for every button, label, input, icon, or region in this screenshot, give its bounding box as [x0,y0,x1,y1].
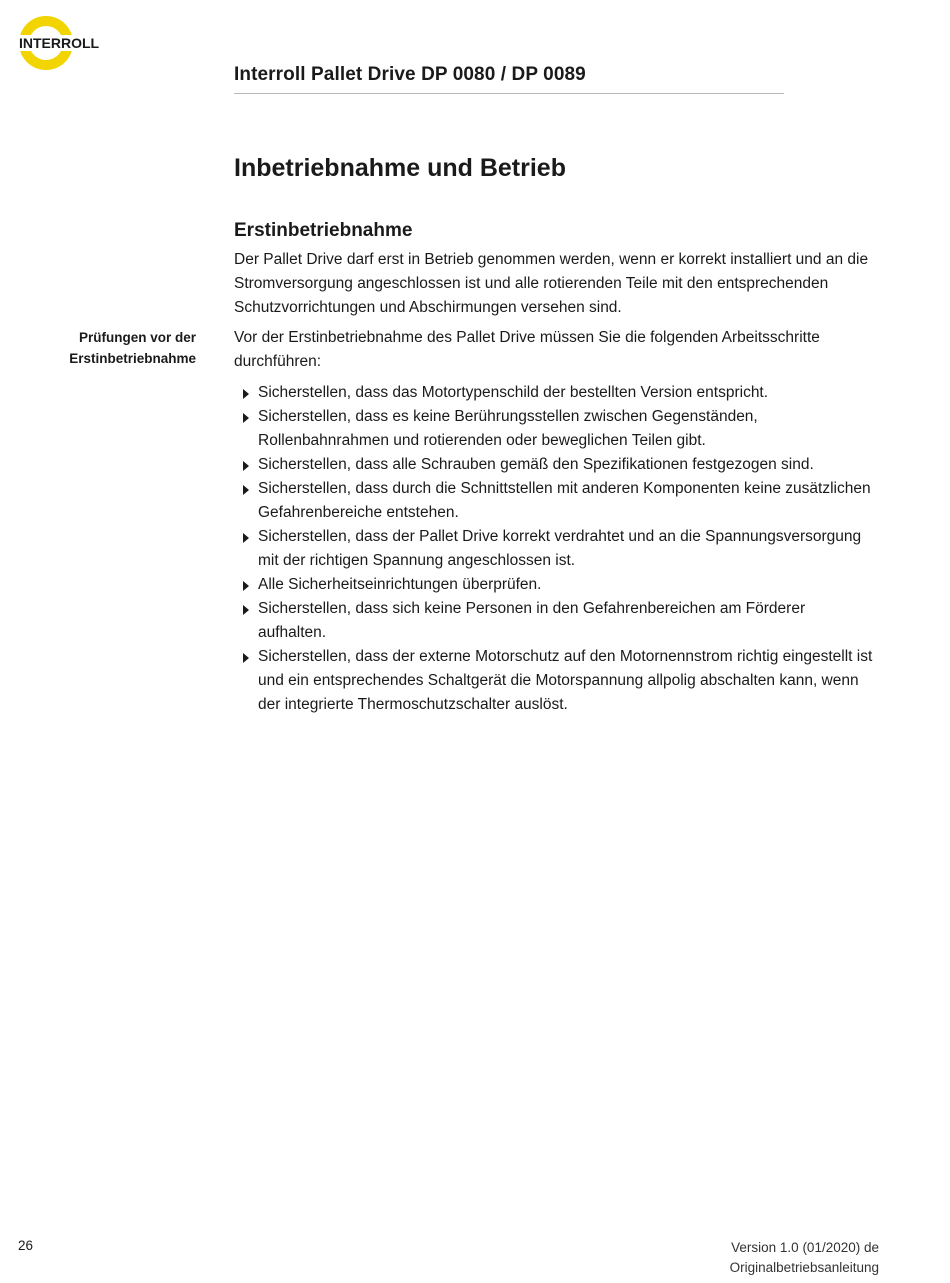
list-item [234,477,874,525]
list-item-text: Alle Sicherheitseinrichtungen überprüfen. [258,576,542,593]
list-item-text: Sicherstellen, dass der externe Motorschutz auf den Motornennstrom richtig eingestellt ist und ein entsprechendes Schaltgerät die Motorspannung allpolig abschalten kann, wenn der integrierte Thermoschutzschalter auslöst. [258,648,873,713]
document-header: Interroll Pallet Drive DP 0080 / DP 0089 [234,64,784,94]
checks-list [234,381,874,717]
list-item [234,573,874,597]
bullet-arrow-icon [243,653,249,663]
side-label [6,327,196,369]
page-number: 26 [18,1238,34,1253]
footer-doc-type: Originalbetriebsanleitung [729,1260,879,1275]
list-item-text: Sicherstellen, dass sich keine Personen in den Gefahrenbereichen am Förderer aufhalten. [258,600,806,641]
section-title: Erstinbetriebnahme [234,220,413,241]
bullet-arrow-icon [243,389,249,399]
logo-text: INTERROLL [19,35,100,51]
list-item-text: Sicherstellen, dass durch die Schnittstellen mit anderen Komponenten keine zusätzlichen Gefahrenbereiche entstehen. [258,480,871,521]
chapter-title: Inbetriebnahme und Betrieb [234,154,566,182]
interroll-logo [18,13,108,73]
list-item [234,525,874,573]
list-item-text: Sicherstellen, dass alle Schrauben gemäß den Spezifikationen festgezogen sind. [258,456,814,473]
bullet-arrow-icon [243,581,249,591]
bullet-arrow-icon [243,533,249,543]
list-item-text: Sicherstellen, dass es keine Berührungsstellen zwischen Gegenständen, Rollenbahnrahmen und rotierenden oder beweglichen Teilen gibt. [258,408,758,449]
list-item [234,381,874,405]
footer-version-block [730,1238,879,1278]
section-intro: Der Pallet Drive darf erst in Betrieb genommen werden, wenn er korrekt installiert und an die Stromversorgung angeschlossen ist und alle rotierenden Teile mit den entsprechenden Schutzvorrichtungen und Abschirmungen versehen sind. [234,251,869,316]
list-item [234,453,874,477]
bullet-arrow-icon [243,413,249,423]
checks-lead: Vor der Erstinbetriebnahme des Pallet Drive müssen Sie die folgenden Arbeitsschritte durchführen: [234,329,820,370]
list-item-text: Sicherstellen, dass das Motortypenschild der bestellten Version entspricht. [258,384,769,401]
list-item [234,405,874,453]
list-item [234,597,874,645]
side-label-line1: Prüfungen vor der [78,330,196,345]
bullet-arrow-icon [243,461,249,471]
footer-version: Version 1.0 (01/2020) de [731,1240,879,1255]
list-item [234,645,874,717]
list-item-text: Sicherstellen, dass der Pallet Drive korrekt verdrahtet und an die Spannungsversorgung mit der richtigen Spannung angeschlossen ist. [258,528,862,569]
side-label-line2: Erstinbetriebnahme [69,351,196,366]
bullet-arrow-icon [243,485,249,495]
bullet-arrow-icon [243,605,249,615]
